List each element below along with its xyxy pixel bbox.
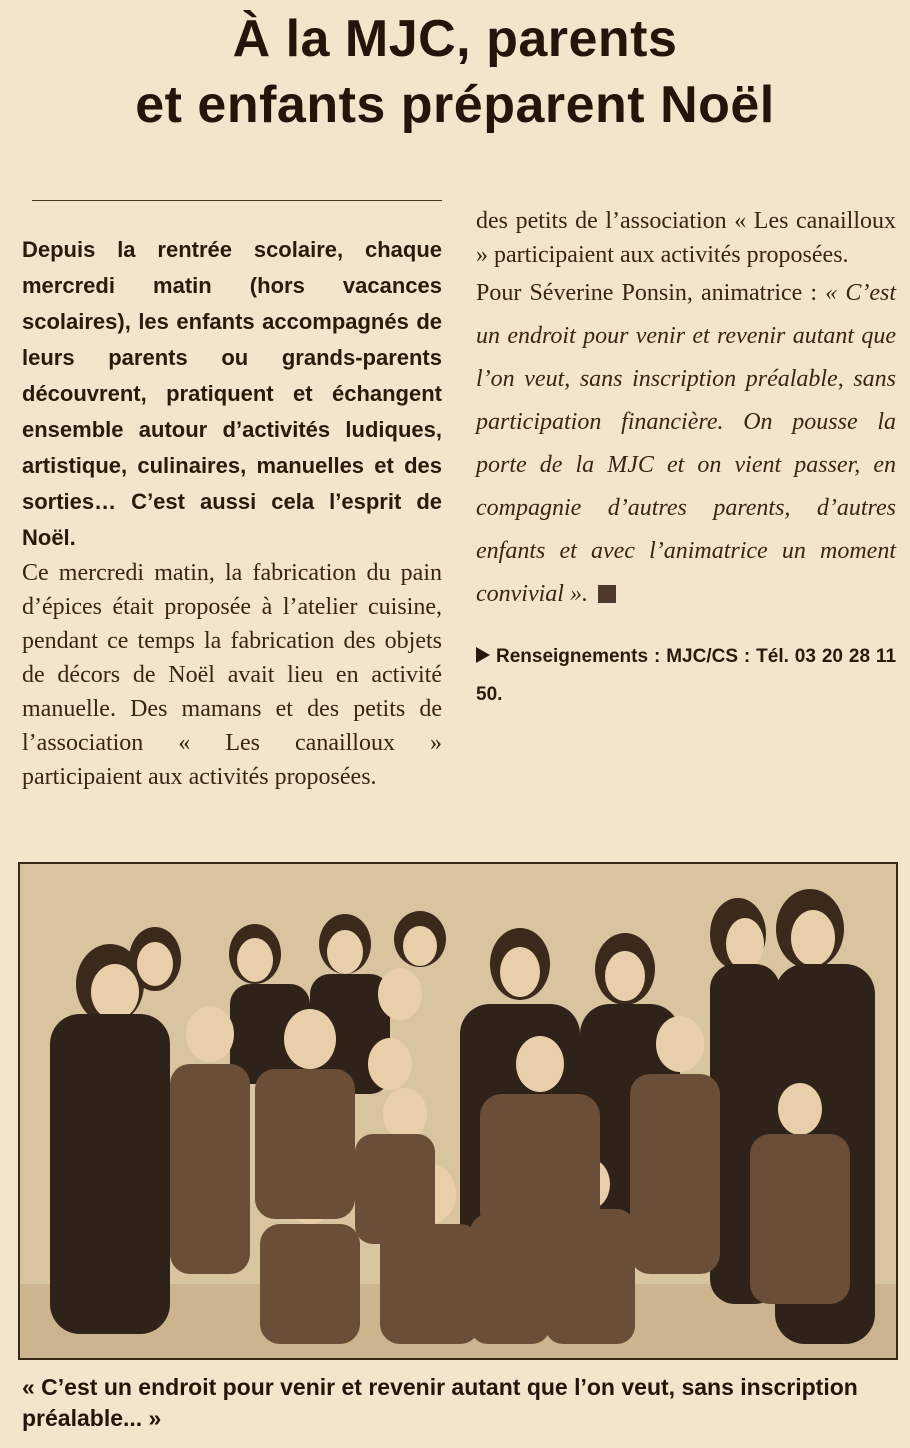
paragraph-2-quote: « C’est un endroit pour venir et revenir autant que l’on veut, sans inscription préalable, sans participation financière. On pousse la porte de la MJC et on vient passer, en compagnie d’autres parents, d’autres enfants et avec l’animatrice un moment convivial ». bbox=[476, 280, 896, 607]
info-value: MJC/CS : Tél. 03 20 28 11 50. bbox=[476, 646, 897, 705]
article-lede: Depuis la rentrée scolaire, chaque mercredi matin (hors vacances scolaires), les enfants accompagnés de leurs parents ou grands-parents découvrent, pratiquent et échangent ensemble autour d’activités ludiques, artistique, culinaires, manuelles et des sorties… C’est aussi cela l’esprit de Noël. bbox=[22, 237, 442, 550]
article-column-right bbox=[476, 204, 896, 714]
headline-line-2: et enfants préparent Noël bbox=[135, 76, 775, 134]
article-column-left bbox=[22, 232, 442, 790]
headline-line-1: À la MJC, parents bbox=[232, 10, 678, 68]
info-line bbox=[476, 638, 896, 714]
photo-caption: « C’est un endroit pour venir et revenir autant que l’on veut, sans inscription préalable... » bbox=[22, 1374, 858, 1431]
info-label: Renseignements : bbox=[496, 646, 661, 667]
article-paragraph-1 bbox=[22, 556, 442, 790]
group-photo-illustration bbox=[20, 864, 896, 1358]
group-photo bbox=[18, 862, 898, 1360]
headline bbox=[20, 6, 890, 138]
end-of-article-mark bbox=[598, 585, 616, 603]
article-paragraph-1-continued: des petits de l’association « Les canailloux » participaient aux activités proposées. bbox=[476, 208, 896, 268]
arrow-icon bbox=[476, 647, 490, 663]
divider-rule bbox=[32, 200, 442, 201]
paragraph-1-text: Ce mercredi matin, la fabrication du pain d’épices était proposée à l’atelier cuisine, pendant ce temps la fabrication des objets de décors de Noël avait lieu en activité manuelle. Des mamans et des petits de l’association « Les canailloux » participaient aux activités proposées. bbox=[22, 560, 442, 790]
paragraph-2-intro: Pour Séverine Ponsin, animatrice : bbox=[476, 280, 826, 306]
article-paragraph-2 bbox=[476, 272, 896, 616]
